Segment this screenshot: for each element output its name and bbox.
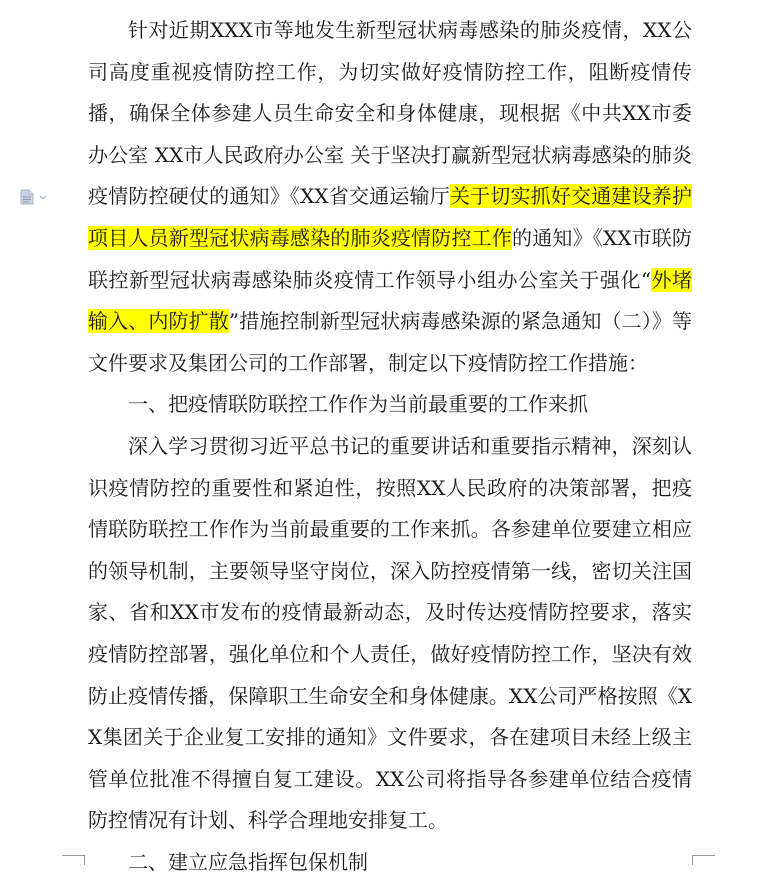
intro-text: 的通知》《XX市联防联控新型冠状病毒感染肺炎疫情工作领导小组办公室关于强化“ [88,225,692,292]
highlighted-text: 关于切实抓好交通建设养护项目人员新型冠状病毒感染的肺炎疫情防控工作 [88,184,692,250]
intro-text: 针对近期XXX市等地发生新型冠状病毒感染的肺炎疫情，XX公司高度重视疫情防控工作，为切实做好疫情防控工作，阻断疫情传播，确保全体参建人员生命安全和身体健康，现根据《中共XX市委办公室 XX市人民政府办公室 关于坚决打赢新型冠状病毒感染的肺炎疫情防控硬仗的通知》《XX省交通运输厅 [88,18,692,209]
intro-text: ”措施控制新型冠状病毒感染源的紧急通知（二）》等文件要求及集团公司的工作部署，制定以下疫情防控工作措施： [88,309,693,375]
highlighted-text: 外堵输入、内防扩散 [88,267,692,334]
section-heading: 一、把疫情联防联控工作作为当前最重要的工作来抓 [128,392,588,417]
document-body[interactable] [88,10,692,883]
paragraph-options-button[interactable] [20,188,52,208]
section-heading: 二、建立应急指挥包保机制 [128,849,368,874]
chevron-down-icon [39,195,47,201]
intro-paragraph [88,10,692,384]
page-margin-corner-mark [693,855,715,866]
document-icon [20,189,34,205]
body-paragraph: 深入学习贯彻习近平总书记的重要讲话和重要指示精神，深刻认识疫情防控的重要性和紧迫性，按照XX人民政府的决策部署，把疫情联防联控工作作为当前最重要的工作来抓。各参建单位要建立相应的领导机制，主要领导坚守岗位，深入防控疫情第一线，密切关注国家、省和XX市发布的疫情最新动态，及时传达疫情防控要求，落实疫情防控部署，强化单位和个人责任，做好疫情防控工作，坚决有效防止疫情传播，保障职工生命安全和身体健康。XX公司严格按照《XX集团关于企业复工安排的通知》文件要求，各在建项目未经上级主管单位批准不得擅自复工建设。XX公司将指导各参建单位结合疫情防控情况有计划、科学合理地安排复工。 [88,433,692,833]
page-margin-corner-mark [62,855,84,866]
